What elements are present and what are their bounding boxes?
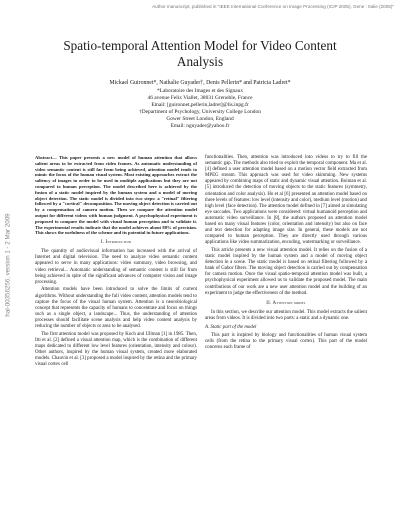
author-block: [60, 80, 340, 130]
hal-identifier-sidebar: [2, 200, 14, 330]
body-paragraph: functionalities. Then, attention was introduced into videos to try to fill the semantic gap. The methods also tried to exploit the temporal component. Ma et al. [4] defined a user attention model based on a motion vector field extracted from MPEG stream. This approach was used for video skimming. New systems appeared by combining maps of static and dynamic visual attention. Boiman et al. [5] introduced the detection of moving objects to the static features (symmetry, orientation and color analysis). Ho et al [6] presented an attention model based on three levels of features: low level (intensity and color), medium level (motion) and high level (face detection). The attention model defined in [7] aimed at simulating eye saccades. Two applications were considered: virtual humanoid perception and automatic video surveillance. In [8], the authors proposed an attention model based on many visual features (color, orientation and intensity) but also on face and text detection for adapting image size. In general, these models are not compared to human perception. They are directly used through various applications like video summarization, encoding, watermarking or surveillance.: [205, 155, 367, 246]
affiliation-line: †Department of Psychology, University College London: [139, 109, 261, 115]
body-paragraph: The first attention model was proposed by Koch and Ullman [1] in 1985. Then, Itti et al. [2] defined a visual attention map, which is the combination of different maps dedicated to different low level features (orientation, intensity and colour). Other authors, inspired by the human visual system, created more elaborated models. Chauvin et al. [3] proposed a model inspired by the retina and the primary visual cortex cell: [35, 331, 197, 368]
body-paragraph: Attention models have been introduced to solve the limits of current algorithms. Without understanding the full video content, attention models tend to capture the focus of the visual human system. Attention is a neurobiological concept that represents the capacity of humans to concentrate and focus on things such as a single object, a landscape... Thus, the understanding of attention processes should facilitate scene analysis and help video content analysis by reducing the number of objects or area to be analysed.: [35, 287, 197, 329]
abstract: Abstract— This paper presents a new model of human attention that allows salient areas to be extracted from video frames. As automatic understanding of video semantic content is still far from being achieved, attention model tends to mimic the focus of the human visual system. Most existing approaches extract the saliency of images in order to be used in multiple applications but they are not compared to human perception. The model described here is achieved by the fusion of a static model inspired by the human system and a model of moving object detection. The static model is divided into two steps: a "retinal" filtering followed by a "cortical" decomposition. The moving object detection is carried out by a compensation of camera motion. Then we compare the attention model output for different videos with human judgment. A psychophysical experiment is proposed to compare the model with visual human perception and to validate it. The experimental results indicate that the model achieves about 88% of precision. This shows the usefulness of the scheme and its potential in future applications.: [35, 155, 197, 236]
right-column: [205, 155, 367, 353]
affiliation-email: Email: [guironnet,pellerin,ladret]@lis.inpg.fr: [151, 102, 249, 108]
left-column: [35, 155, 197, 370]
body-paragraph: This article presents a new visual attention model. It relies on the fusion of a static model inspired by the human system and a model of moving object detection in a scene. The static model is based on retinal filtering followed by a bank of Gabor filters. The moving object detection is carried out by compensation for camera motion. Once the visual spatio-temporal attention model was built, a psychophysical experiment allowed us to validate the proposed model. The main contributions of our work are a new user attention model and the building of an experiment to judge the effectiveness of the method.: [205, 248, 367, 296]
affiliation-line: 46 avenue Felix Viallet, 38031 Grenoble, France: [147, 95, 253, 101]
author-names: Mickael Guironnet*, Nathalie Guyader†, Denis Pellerin* and Patricia Ladret*: [109, 80, 291, 86]
body-paragraph: In this section, we describe our attention model. This model extracts the salient areas from videos. It is divided into two parts: a static and a dynamic one.: [205, 309, 367, 321]
affiliation-line: *Laboratoire des Images et des Signaux: [156, 88, 244, 94]
subsection-heading-static: A. Static part of the model: [205, 325, 257, 331]
body-paragraph: This part is inspired by biology and functionalities of human visual system cells (from the retina to the primary visual cortex). This part of the model concerns each frame of: [205, 333, 367, 351]
section-heading-attention-model: II. Attention model: [266, 300, 306, 306]
publication-header-note: Author manuscript, published in "IEEE International Conference on Image Processing (ICIP 2005), Gene : Italie (2005)": [152, 4, 394, 9]
affiliation-email: Email: nguyader@yahoo.fr: [170, 123, 230, 129]
affiliation-line: Gower Street London, England: [166, 116, 234, 122]
body-paragraph: The quantity of audiovisual information has increased with the arrival of Internet and digital television. The need to analyze video semantic content appeared to serve in many applications: video summary, video browsing, and video retrieval... Automatic understanding of semantic content is still far from being achieved in spite of the significant advances of computer vision and image processing.: [35, 249, 197, 285]
paper-title: Spatio-temporal Attention Model for Video Content Analysis: [63, 38, 337, 69]
section-heading-introduction: I. Introduction: [100, 240, 132, 246]
hal-identifier-text: hal-00356256, version 1 - 2 Mar 2009: [4, 213, 12, 317]
